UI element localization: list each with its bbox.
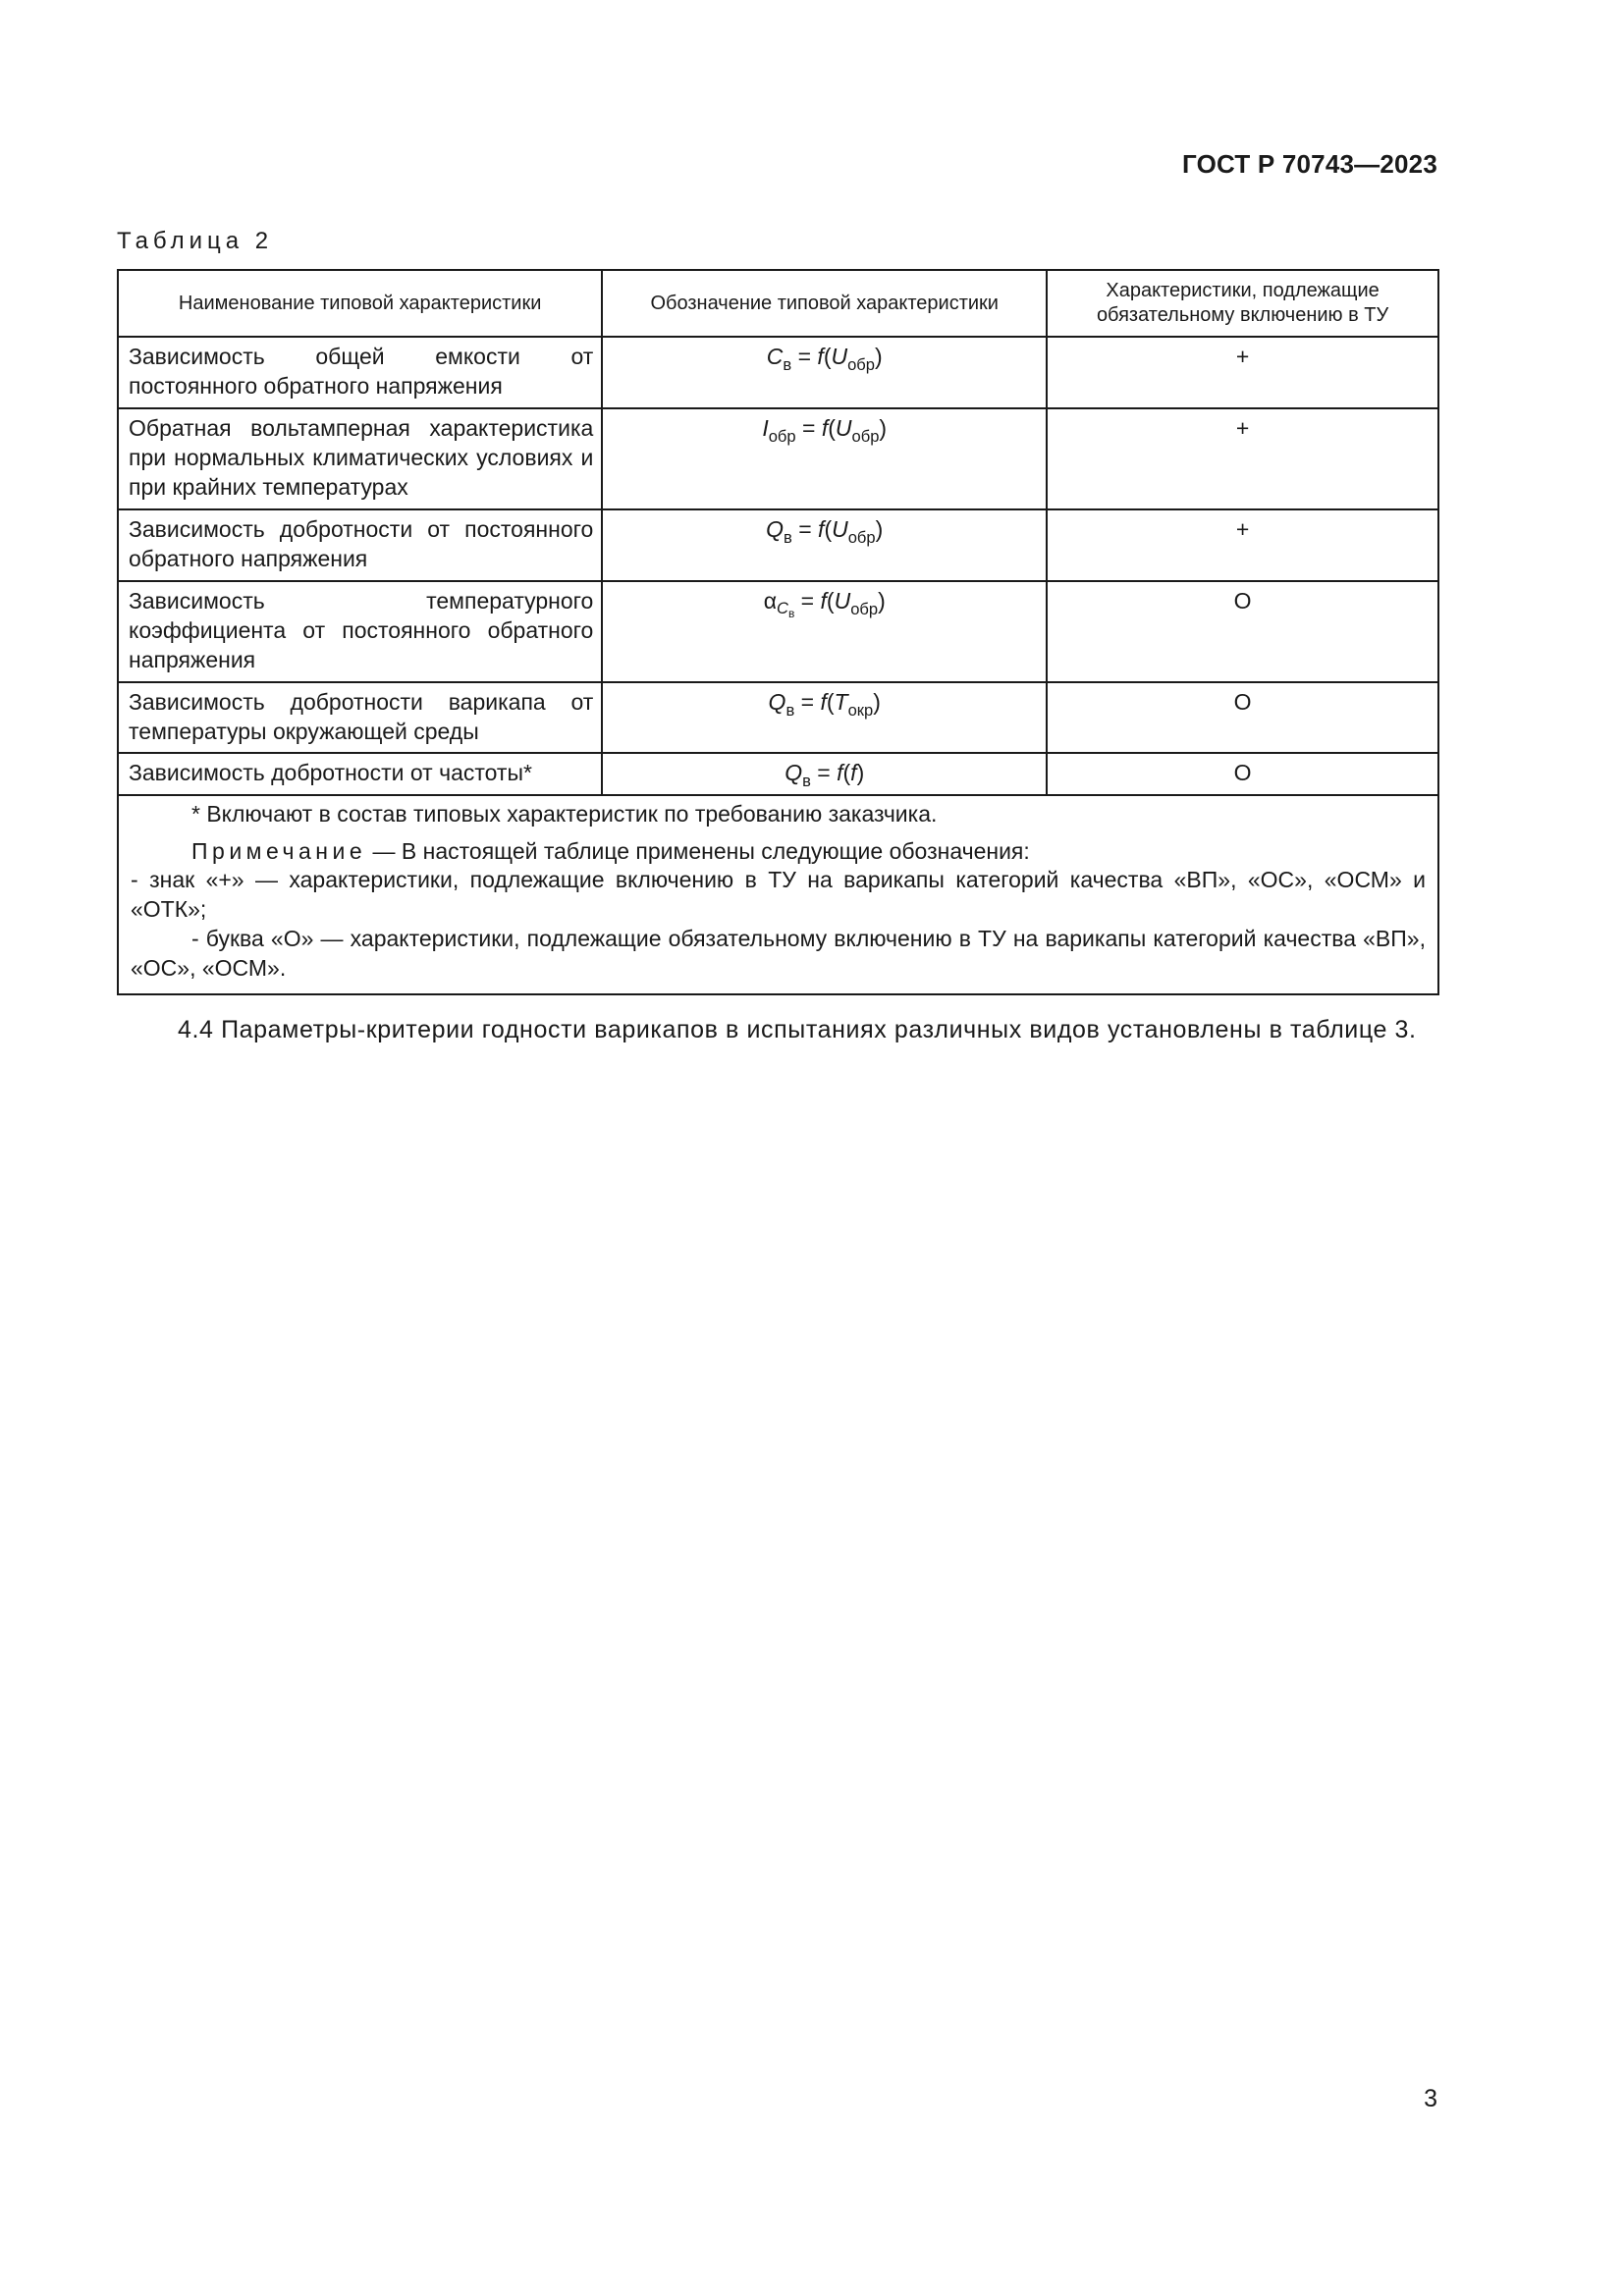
column-header-symbol: Обозначение типовой характеристики (602, 270, 1047, 337)
table-header-row (118, 270, 1438, 337)
row-name: Зависимость добротности от постоянного обратного напряжения (118, 509, 602, 581)
formula-quality-frequency: $Q_в = f(f)$ (785, 760, 865, 791)
row-symbol (602, 509, 1047, 581)
formula-quality-voltage: $Q_в = f(U_{обр})$ (766, 515, 884, 547)
note-intro: — В настоящей таблице применены следующие обозначения: (366, 837, 1030, 864)
row-required: О (1047, 753, 1438, 794)
row-name: Зависимость общей емкости от постоянного обратного напряжения (118, 337, 602, 408)
formula-temperature-coefficient: $\alpha_{C_в} = f(U_{обр})$ (763, 587, 886, 621)
row-required: О (1047, 682, 1438, 754)
table-row (118, 581, 1438, 682)
row-symbol (602, 753, 1047, 794)
table-footnote: * Включают в состав типовых характеристик по требованию заказчика. (191, 800, 938, 827)
row-symbol (602, 581, 1047, 682)
table-row (118, 408, 1438, 509)
row-symbol (602, 337, 1047, 408)
document-id: ГОСТ Р 70743—2023 (1182, 149, 1437, 179)
row-name: Обратная вольтамперная характеристика при нормальных климатических условиях и при крайних температурах (118, 408, 602, 509)
note-item-plus: - знак «+» — характеристики, подлежащие включению в ТУ на варикапы категорий качества «ВП», «ОС», «ОСМ» и «ОТК»; (131, 867, 1426, 923)
characteristics-table (117, 269, 1439, 995)
formula-capacitance: $C_в = f(U_{обр})$ (766, 344, 883, 374)
table-caption: Таблица 2 (117, 228, 274, 254)
row-required: + (1047, 509, 1438, 581)
table-notes-row (118, 795, 1438, 994)
table-row (118, 682, 1438, 754)
column-header-name: Наименование типовой характеристики (118, 270, 602, 337)
row-symbol (602, 682, 1047, 754)
column-header-required: Характеристики, подлежащие обязательному включению в ТУ (1047, 270, 1438, 337)
table-row (118, 337, 1438, 408)
formula-quality-temperature: $Q_в = f(T_{окр})$ (768, 688, 881, 720)
table-row (118, 753, 1438, 794)
section-paragraph: 4.4 Параметры-критерии годности варикапов в испытаниях различных видов установлены в таблице 3. (178, 1016, 1417, 1043)
row-name: Зависимость добротности от частоты* (118, 753, 602, 794)
row-symbol (602, 408, 1047, 509)
row-name: Зависимость добротности варикапа от температуры окружающей среды (118, 682, 602, 754)
table-note-intro-line (131, 837, 1426, 867)
note-item-o: - буква «О» — характеристики, подлежащие обязательному включению в ТУ на варикапы категорий качества «ВП», «ОС», «ОСМ». (131, 926, 1426, 982)
page-number: 3 (1424, 2085, 1437, 2112)
table-notes (118, 795, 1438, 994)
note-label: Примечание (191, 837, 367, 864)
row-required: + (1047, 337, 1438, 408)
table-row (118, 509, 1438, 581)
row-required: О (1047, 581, 1438, 682)
row-name: Зависимость температурного коэффициента от постоянного обратного напряжения (118, 581, 602, 682)
formula-reverse-current: $I_{обр} = f(U_{обр})$ (762, 414, 888, 446)
row-required: + (1047, 408, 1438, 509)
